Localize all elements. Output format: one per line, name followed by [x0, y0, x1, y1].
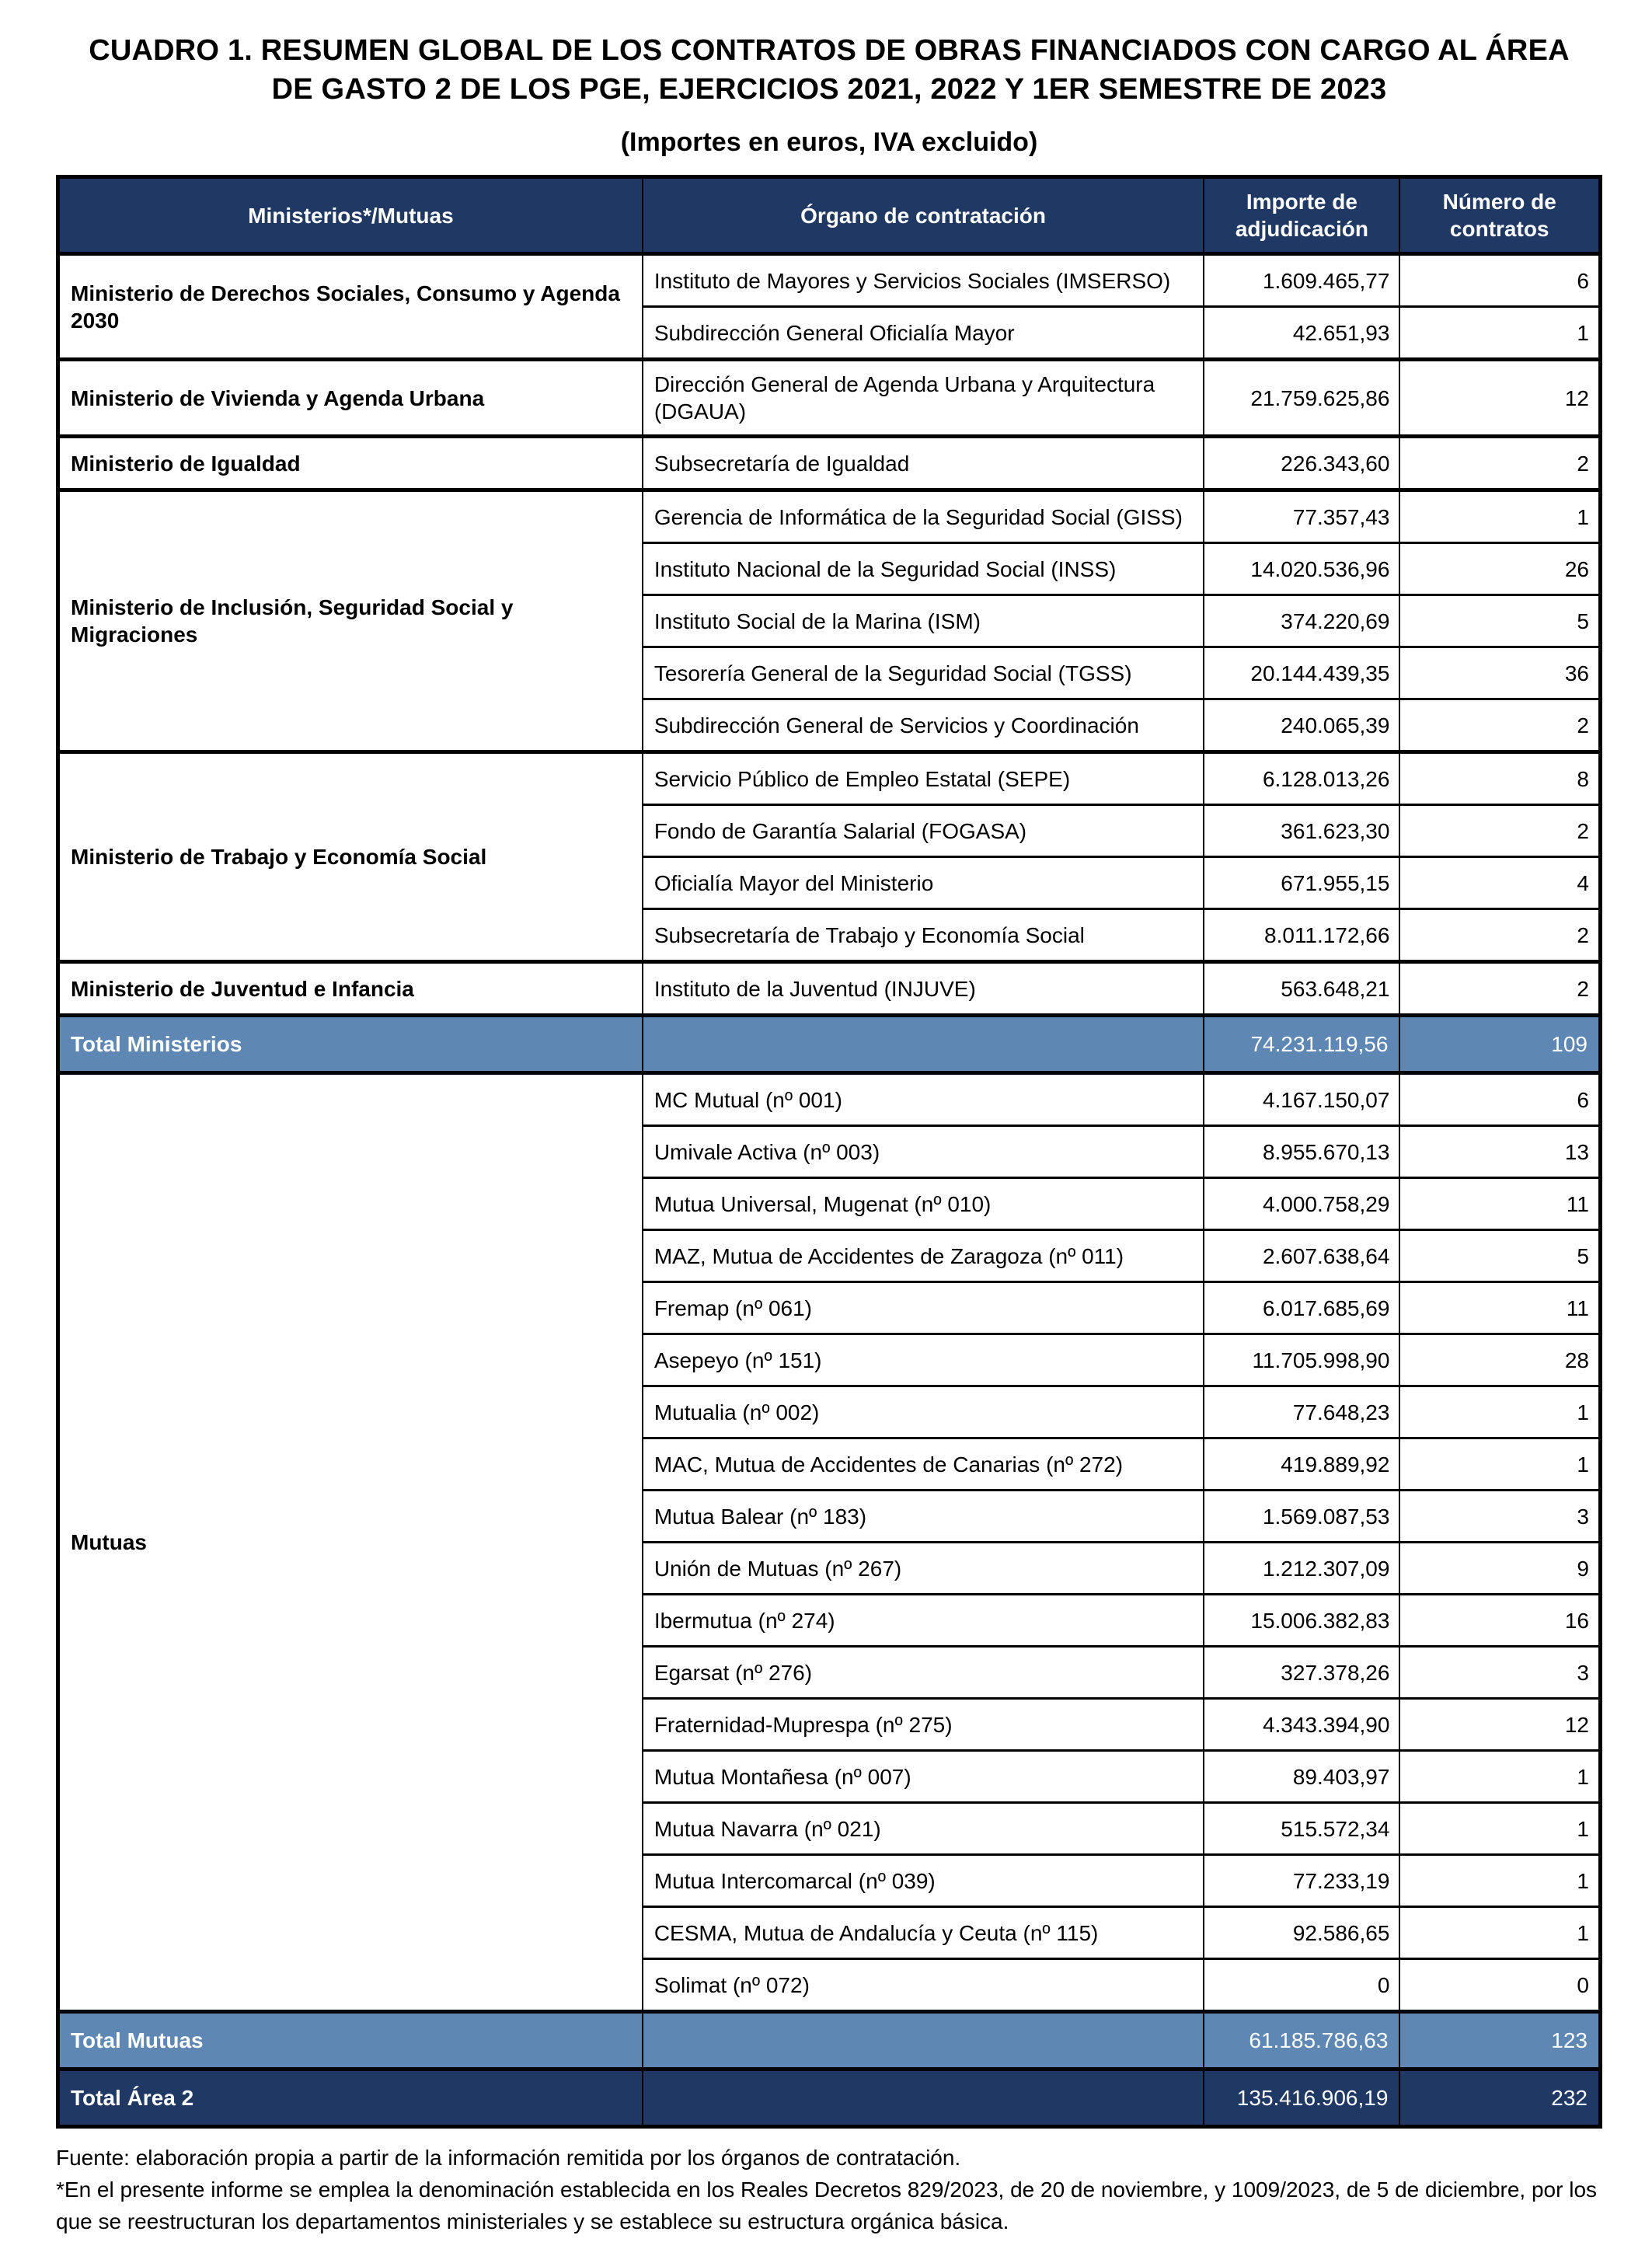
importe-cell: 419.889,92: [1204, 1438, 1399, 1491]
organo-cell: Mutua Intercomarcal (nº 039): [643, 1855, 1204, 1907]
total-importe-cell: 61.185.786,63: [1204, 2012, 1399, 2069]
total-contratos-cell: 123: [1399, 2012, 1600, 2069]
organo-cell: Egarsat (nº 276): [643, 1647, 1204, 1699]
ministry-group-cell: Ministerio de Inclusión, Seguridad Social y Migraciones: [58, 490, 643, 752]
contratos-cell: 0: [1399, 1959, 1600, 2012]
importe-cell: 8.955.670,13: [1204, 1126, 1399, 1178]
importe-cell: 6.128.013,26: [1204, 752, 1399, 805]
importe-cell: 8.011.172,66: [1204, 909, 1399, 962]
table-row: [58, 1073, 1601, 1126]
importe-cell: 327.378,26: [1204, 1647, 1399, 1699]
organo-cell: Mutualia (nº 002): [643, 1386, 1204, 1438]
page-subtitle: (Importes en euros, IVA excluido): [620, 127, 1038, 158]
contratos-cell: 5: [1399, 595, 1600, 647]
contratos-cell: 3: [1399, 1491, 1600, 1543]
total-label-cell: Total Ministerios: [58, 1016, 643, 1073]
importe-cell: 563.648,21: [1204, 962, 1399, 1016]
total-row: [58, 1016, 1601, 1073]
importe-cell: 89.403,97: [1204, 1751, 1399, 1803]
organo-cell: Instituto Nacional de la Seguridad Social (INSS): [643, 543, 1204, 595]
table-row: [58, 490, 1601, 543]
importe-cell: 4.343.394,90: [1204, 1699, 1399, 1751]
table-row: [58, 752, 1601, 805]
contratos-cell: 12: [1399, 1699, 1600, 1751]
contratos-cell: 5: [1399, 1230, 1600, 1282]
total-contratos-cell: 232: [1399, 2069, 1600, 2127]
contratos-cell: 12: [1399, 360, 1600, 437]
importe-cell: 11.705.998,90: [1204, 1334, 1399, 1386]
contratos-cell: 6: [1399, 1073, 1600, 1126]
importe-cell: 77.357,43: [1204, 490, 1399, 543]
table-row: [58, 437, 1601, 490]
contratos-cell: 8: [1399, 752, 1600, 805]
contratos-cell: 1: [1399, 1907, 1600, 1959]
contratos-cell: 28: [1399, 1334, 1600, 1386]
contratos-cell: 1: [1399, 490, 1600, 543]
contratos-cell: 6: [1399, 254, 1600, 307]
contratos-cell: 4: [1399, 857, 1600, 909]
total-importe-cell: 74.231.119,56: [1204, 1016, 1399, 1073]
contratos-cell: 2: [1399, 437, 1600, 490]
contratos-cell: 36: [1399, 647, 1600, 699]
contratos-cell: 2: [1399, 909, 1600, 962]
ministry-group-cell: Mutuas: [58, 1073, 643, 2012]
contratos-cell: 16: [1399, 1595, 1600, 1647]
contracts-summary-table: [56, 175, 1602, 2129]
table-header-row: [58, 177, 1601, 254]
importe-cell: 77.233,19: [1204, 1855, 1399, 1907]
total-contratos-cell: 109: [1399, 1016, 1600, 1073]
column-header-importe: Importe de adjudicación: [1204, 177, 1399, 254]
total-label-cell: Total Mutuas: [58, 2012, 643, 2069]
footer-notes: [56, 2143, 1602, 2237]
total-row: [58, 2012, 1601, 2069]
organo-cell: Servicio Público de Empleo Estatal (SEPE): [643, 752, 1204, 805]
organo-cell: Instituto de la Juventud (INJUVE): [643, 962, 1204, 1016]
importe-cell: 6.017.685,69: [1204, 1282, 1399, 1334]
ministry-group-cell: Ministerio de Igualdad: [58, 437, 643, 490]
importe-cell: 226.343,60: [1204, 437, 1399, 490]
column-header-contratos: Número de contratos: [1399, 177, 1600, 254]
organo-cell: Instituto de Mayores y Servicios Sociales (IMSERSO): [643, 254, 1204, 307]
organo-cell: Fraternidad-Muprespa (nº 275): [643, 1699, 1204, 1751]
contratos-cell: 2: [1399, 962, 1600, 1016]
ministry-group-cell: Ministerio de Trabajo y Economía Social: [58, 752, 643, 962]
total-label-cell: Total Área 2: [58, 2069, 643, 2127]
organo-cell: Subdirección General Oficialía Mayor: [643, 307, 1204, 360]
importe-cell: 20.144.439,35: [1204, 647, 1399, 699]
organo-cell: MC Mutual (nº 001): [643, 1073, 1204, 1126]
organo-cell: Gerencia de Informática de la Seguridad Social (GISS): [643, 490, 1204, 543]
contratos-cell: 13: [1399, 1126, 1600, 1178]
total-empty-cell: [643, 2012, 1204, 2069]
importe-cell: 1.569.087,53: [1204, 1491, 1399, 1543]
importe-cell: 2.607.638,64: [1204, 1230, 1399, 1282]
contratos-cell: 1: [1399, 307, 1600, 360]
organo-cell: Fondo de Garantía Salarial (FOGASA): [643, 805, 1204, 857]
organo-cell: CESMA, Mutua de Andalucía y Ceuta (nº 115): [643, 1907, 1204, 1959]
importe-cell: 1.212.307,09: [1204, 1543, 1399, 1595]
contratos-cell: 1: [1399, 1751, 1600, 1803]
organo-cell: Ibermutua (nº 274): [643, 1595, 1204, 1647]
organo-cell: Umivale Activa (nº 003): [643, 1126, 1204, 1178]
importe-cell: 240.065,39: [1204, 699, 1399, 752]
importe-cell: 515.572,34: [1204, 1803, 1399, 1855]
organo-cell: Mutua Montañesa (nº 007): [643, 1751, 1204, 1803]
organo-cell: Asepeyo (nº 151): [643, 1334, 1204, 1386]
importe-cell: 361.623,30: [1204, 805, 1399, 857]
contratos-cell: 11: [1399, 1282, 1600, 1334]
organo-cell: Instituto Social de la Marina (ISM): [643, 595, 1204, 647]
importe-cell: 4.000.758,29: [1204, 1178, 1399, 1230]
contratos-cell: 26: [1399, 543, 1600, 595]
table-row: [58, 962, 1601, 1016]
column-header-ministerios: Ministerios*/Mutuas: [58, 177, 643, 254]
importe-cell: 21.759.625,86: [1204, 360, 1399, 437]
organo-cell: Oficialía Mayor del Ministerio: [643, 857, 1204, 909]
organo-cell: Solimat (nº 072): [643, 1959, 1204, 2012]
table-row: [58, 254, 1601, 307]
contratos-cell: 1: [1399, 1438, 1600, 1491]
ministry-group-cell: Ministerio de Vivienda y Agenda Urbana: [58, 360, 643, 437]
ministry-group-cell: Ministerio de Derechos Sociales, Consumo y Agenda 2030: [58, 254, 643, 360]
importe-cell: 77.648,23: [1204, 1386, 1399, 1438]
contratos-cell: 3: [1399, 1647, 1600, 1699]
importe-cell: 671.955,15: [1204, 857, 1399, 909]
organo-cell: Subdirección General de Servicios y Coordinación: [643, 699, 1204, 752]
contratos-cell: 1: [1399, 1855, 1600, 1907]
importe-cell: 374.220,69: [1204, 595, 1399, 647]
importe-cell: 0: [1204, 1959, 1399, 2012]
importe-cell: 92.586,65: [1204, 1907, 1399, 1959]
contratos-cell: 2: [1399, 805, 1600, 857]
importe-cell: 14.020.536,96: [1204, 543, 1399, 595]
organo-cell: Fremap (nº 061): [643, 1282, 1204, 1334]
organo-cell: Tesorería General de la Seguridad Social (TGSS): [643, 647, 1204, 699]
organo-cell: Subsecretaría de Igualdad: [643, 437, 1204, 490]
total-empty-cell: [643, 1016, 1204, 1073]
contratos-cell: 9: [1399, 1543, 1600, 1595]
total-importe-cell: 135.416.906,19: [1204, 2069, 1399, 2127]
importe-cell: 15.006.382,83: [1204, 1595, 1399, 1647]
organo-cell: MAZ, Mutua de Accidentes de Zaragoza (nº 011): [643, 1230, 1204, 1282]
contratos-cell: 1: [1399, 1803, 1600, 1855]
ministry-group-cell: Ministerio de Juventud e Infancia: [58, 962, 643, 1016]
importe-cell: 4.167.150,07: [1204, 1073, 1399, 1126]
organo-cell: Mutua Balear (nº 183): [643, 1491, 1204, 1543]
organo-cell: Subsecretaría de Trabajo y Economía Social: [643, 909, 1204, 962]
column-header-organo: Órgano de contratación: [643, 177, 1204, 254]
total-row: [58, 2069, 1601, 2127]
footer-source: Fuente: elaboración propia a partir de la información remitida por los órganos de contratación.: [56, 2146, 961, 2171]
contratos-cell: 2: [1399, 699, 1600, 752]
importe-cell: 42.651,93: [1204, 307, 1399, 360]
importe-cell: 1.609.465,77: [1204, 254, 1399, 307]
table-row: [58, 360, 1601, 437]
organo-cell: Mutua Navarra (nº 021): [643, 1803, 1204, 1855]
footer-note: *En el presente informe se emplea la denominación establecida en los Reales Decretos 829/2023, de 20 de noviembre, y 1009/2023, de 5 de diciembre, por los que se reestructuran los departamentos ministeriales y se establece su estructura orgánica básica.: [56, 2177, 1598, 2233]
total-empty-cell: [643, 2069, 1204, 2127]
contratos-cell: 1: [1399, 1386, 1600, 1438]
organo-cell: Dirección General de Agenda Urbana y Arquitectura (DGAUA): [643, 360, 1204, 437]
organo-cell: MAC, Mutua de Accidentes de Canarias (nº 272): [643, 1438, 1204, 1491]
page-title: CUADRO 1. RESUMEN GLOBAL DE LOS CONTRATOS DE OBRAS FINANCIADOS CON CARGO AL ÁREA DE GASTO 2 DE LOS PGE, EJERCICIOS 2021, 2022 Y 1ER SEMESTRE DE 2023: [89, 34, 1570, 106]
contratos-cell: 11: [1399, 1178, 1600, 1230]
organo-cell: Mutua Universal, Mugenat (nº 010): [643, 1178, 1204, 1230]
organo-cell: Unión de Mutuas (nº 267): [643, 1543, 1204, 1595]
